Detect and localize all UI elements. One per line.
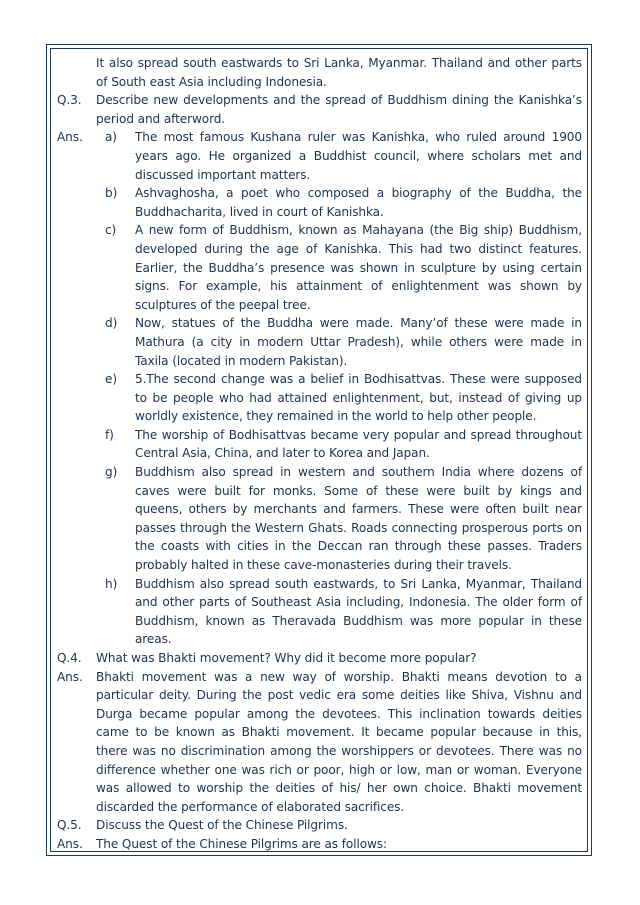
item-text: Buddhism also spread south eastwards, to Sri Lanka, Myanmar, Thailand and other parts of Southeast Asia including, Indonesia. The older form of Buddhism, known as Theravada Buddhism was more popular in these areas. xyxy=(135,576,582,647)
item-text: Ashvaghosha, a poet who composed a biography of the Buddha, the Buddhacharita, lived in court of Kanishka. xyxy=(135,186,582,219)
item-marker: c) xyxy=(105,223,117,238)
answer-4-text: Bhakti movement was a new way of worship. Bhakti means devotion to a particular deity. During the post vedic era some deities like Shiva, Vishnu and Durga became popular among the devotees. This inclination towards deities came to be known as Bhakti movement. It became popular because in this, there was no discrimination among the worshippers or devotees. There was no difference whether one was rich or poor, high or low, man or woman. Everyone was allowed to worship the deities of his/ her own choice. Bhakti movement discarded the performance of elaborated sacrifices. xyxy=(96,669,582,814)
document-body xyxy=(57,54,582,854)
question-4-text: What was Bhakti movement? Why did it become more popular? xyxy=(96,651,477,665)
question-4-label: Q.4. xyxy=(57,651,82,665)
item-text: The worship of Bodhisattvas became very popular and spread throughout Central Asia, China, and later to Korea and Japan. xyxy=(135,427,582,461)
item-text: 5.The second change was a belief in Bodhisattvas. These were supposed to be people who had attained enlightenment, but, instead of giving up worldly existence, they remained in the world to help other people. xyxy=(135,372,582,424)
item-marker: b) xyxy=(105,186,118,201)
answer-3-item-f xyxy=(57,426,582,463)
item-text: Now, statues of the Buddha were made. Many’of these were made in Mathura (a city in modern Uttar Pradesh), while others were made in Taxila (located in modern Pakistan). xyxy=(135,316,582,368)
item-text: Buddhism also spread in western and southern India where dozens of caves were built for monks. Some of these were built by kings and queens, others by merchants and farmers. These were often built near passes through the Western Ghats. Roads connecting prosperous ports on the coasts with cities in the Deccan ran through these passes. Traders probably halted in these cave-monasteries during their travels. xyxy=(135,465,582,573)
answer-4-label: Ans. xyxy=(57,669,83,684)
answer-3-item-d xyxy=(57,314,582,370)
answer-3 xyxy=(57,128,582,649)
item-marker: g) xyxy=(105,465,118,480)
item-text: The most famous Kushana ruler was Kanishka, who ruled around 1900 years ago. He organized a Buddhist council, where scholars met and discussed important matters. xyxy=(135,130,582,182)
answer-3-item-a xyxy=(57,128,582,184)
question-3-text: Describe new developments and the spread of Buddhism dining the Kanishka’s period and afterword. xyxy=(96,93,582,126)
question-3 xyxy=(57,91,582,128)
question-5 xyxy=(57,816,582,835)
question-5-text: Discuss the Quest of the Chinese Pilgrims. xyxy=(96,818,348,833)
question-5-label: Q.5. xyxy=(57,818,82,833)
item-marker: f) xyxy=(105,427,114,442)
item-marker: e) xyxy=(105,372,117,387)
question-3-label: Q.3. xyxy=(57,93,82,108)
answer-3-label: Ans. xyxy=(57,130,83,145)
item-marker: d) xyxy=(105,316,118,331)
question-4 xyxy=(57,649,582,668)
item-text: A new form of Buddhism, known as Mahayana (the Big ship) Buddhism, developed during the age of Kanishka. This had two distinct features. Earlier, the Buddha’s presence was shown in sculpture by using certain signs. For example, his attainment of enlightenment was shown by sculptures of the peepal tree. xyxy=(135,223,582,312)
answer-5-label: Ans. xyxy=(57,836,83,851)
answer-3-item-g xyxy=(57,463,582,575)
answer-5 xyxy=(57,835,582,854)
answer-3-item-e xyxy=(57,370,582,426)
item-marker: a) xyxy=(105,130,117,145)
answer-3-item-c xyxy=(57,221,582,314)
answer-4 xyxy=(57,668,582,817)
answer-3-item-b xyxy=(57,184,582,221)
item-marker: h) xyxy=(105,576,118,591)
answer-3-item-h xyxy=(57,575,582,649)
intro-paragraph: It also spread south eastwards to Sri Lanka, Myanmar. Thailand and other parts of South east Asia including Indonesia. xyxy=(96,56,582,89)
answer-5-text: The Quest of the Chinese Pilgrims are as follows: xyxy=(96,836,387,851)
